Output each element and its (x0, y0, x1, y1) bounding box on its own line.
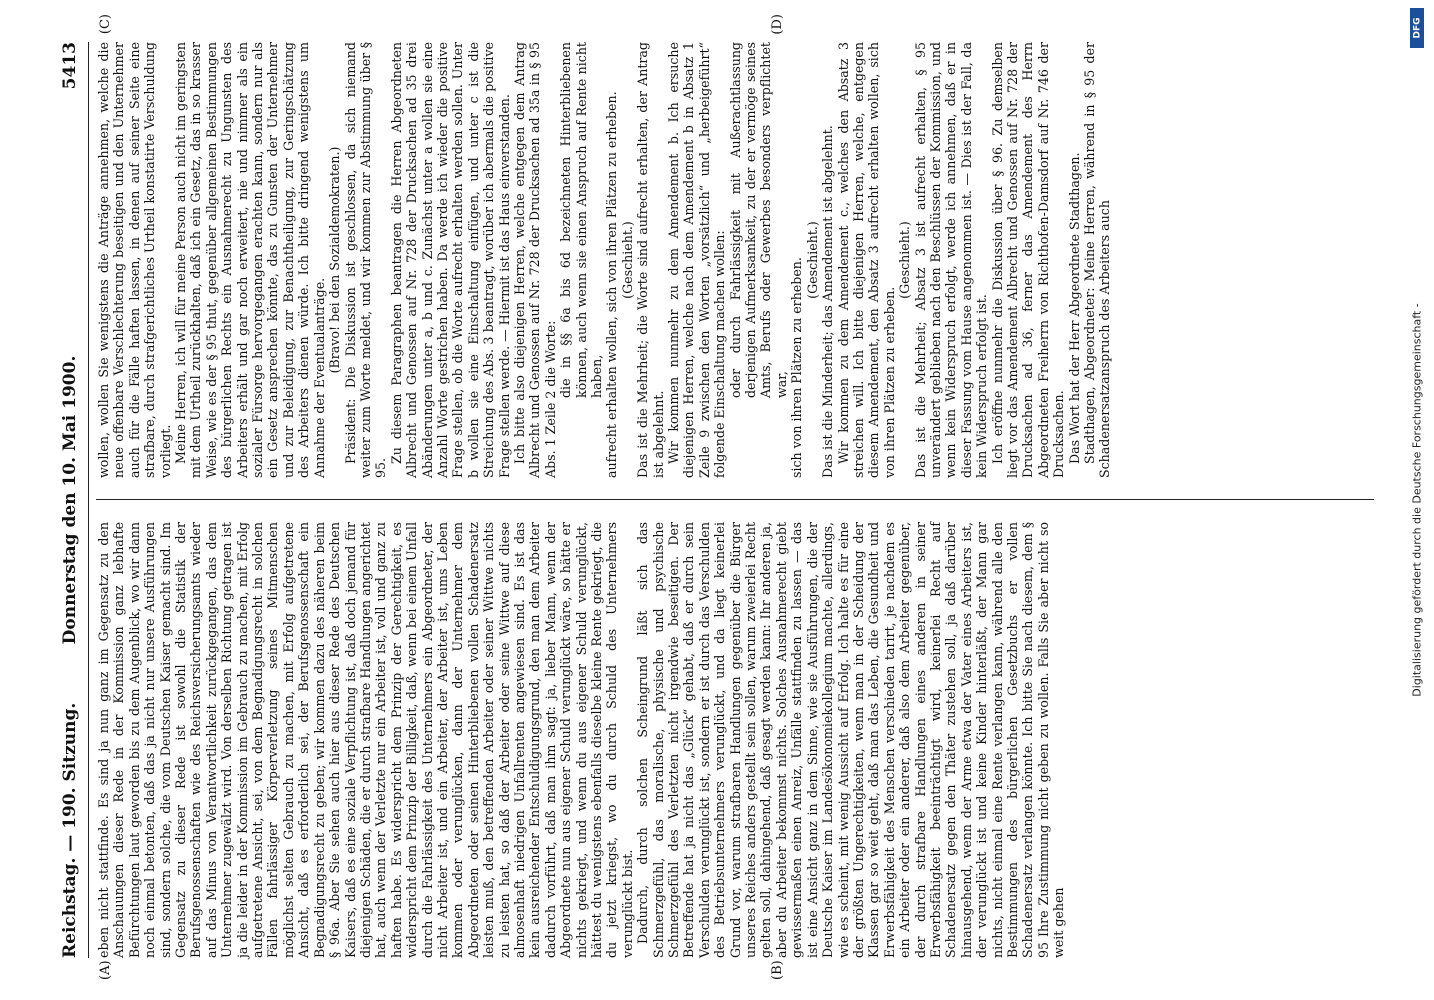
paragraph: (Geschieht.) (897, 221, 913, 299)
paragraph: Präsident: Die Diskussion ist geschlossen, da sich niemand weiter zum Worte meldet, und wir kommen zur Abstimmung über § 95. (342, 42, 389, 478)
column-divider (96, 499, 1374, 500)
paragraph: Ich bitte also diejenigen Herren, welche entgegen dem Antrag Albrecht und Genossen auf Nr. 728 der Drucksachen ad 35a in § 95 Abs. 1 Zeile 2 die Worte: (511, 42, 558, 478)
paragraph: Das ist die Mehrheit; Absatz 3 ist aufrecht erhalten, § 95 unverändert geblieben nach den Beschlüssen der Kommission, und wenn kein Widerspruch erfolgt, werde ich annehmen, daß er in dieser Fassung vom Hause angenommen ist. — Dies ist der Fall, da kein Widerspruch erfolgt ist. (912, 42, 990, 478)
margin-letter-b: (B) (770, 960, 785, 980)
right-column (96, 42, 1374, 478)
paragraph: aufrecht erhalten wollen, sich von ihren Plätzen zu erheben. (604, 91, 620, 478)
dfg-logo: DFG (1410, 8, 1424, 48)
paragraph: Wir kommen nunmehr zu dem Amendement b. Ich ersuche diejenigen Herren, welche nach dem Amendement b in Absatz 1 Zeile 9 zwischen den Worten „vorsätzlich“ und „herbeigeführt“ folgende Einschaltung machen wollen: (666, 42, 728, 478)
header-rule (88, 42, 89, 958)
page-number: 5413 (60, 42, 80, 90)
paragraph: eben nicht stattfinde. Es sind ja nun ganz im Gegensatz zu den Anschauungen dieser Rede in der Kommission ganz lebhafte Befürchtungen laut geworden bis zu dem Augenblick, wo wir dann noch einmal betonten, daß das ja nicht nur unsere Ausführungen sind, sondern solche, die vom Deutschen Kaiser gemacht sind. Im Gegensatz zu dieser Rede ist sowohl die Statistik der Berufsgenossenschaften wie des Reichsversicherungsamts wieder auf das Minus von Verantwortlichkeit zurückgegangen, das dem Unternehmer zugewälzt wird. Von derselben Richtung getragen ist ja die leider in der Kommission im Gebrauch zu machen, mit Erfolg aufgetretene Ansicht, sei, von dem Begnadigungsrecht in solchen Fällen fahrlässiger Körperverletzung seines Mitmenschen möglichst selten Gebrauch zu machen, mit Erfolg aufgetretene Ansicht, daß es erforderlich sei, der Berufsgenossenschaft ein Begnadigungsrecht zu geben; wir kommen dazu des näheren beim § 96a. Aber Sie sehen auch hier aus dieser Rede des Deutschen Kaisers, daß es eine soziale Verpflichtung ist, daß doch jemand für diejenigen Schäden, die er durch strafbare Handlungen angerichtet hat, auch wenn der Verletzte nur ein Arbeiter ist, voll und ganz zu haften habe. Es widerspricht dem Prinzip der Gerechtigkeit, es widerspricht dem Prinzip der Billigkeit, daß, wenn bei einem Unfall durch die Fahrlässigkeit des Unternehmers ein Abgeordneter, der nicht Arbeiter ist, und ein Arbeiter, der Arbeiter ist, ums Leben kommen oder verunglücken, dann der Unternehmer dem Abgeordneten oder seinen Hinterbliebenen vollen Schadenersatz leisten muß, den betreffenden Arbeiter oder seiner Wittwe nichts zu leisten hat, so daß der Arbeiter oder seine Wittwe auf diese almosenhaft niedrigen Unfallrenten angewiesen sind. Es ist das kein ausreichender Entschuldigungsgrund, den man dem Arbeiter dadurch vorführt, daß man ihm sagt: ja, lieber Mann, wenn der Abgeordnete nun aus eigener Schuld verunglückt wäre, so hätte er nichts gekriegt, und wenn du aus eigener Schuld verunglückt, hättest du wenigstens ebenfalls dieselbe kleine Rente gekriegt, die du jetzt kriegst, wo du durch Schuld des Unternehmers verunglückt bist. (96, 522, 635, 958)
left-column (96, 522, 1374, 958)
paragraph: Stadthagen, Abgeordneter: Meine Herren, während in § 95 der Schadenersatzanspruch des Arbeiters auch (1082, 42, 1113, 478)
digitization-credit (1400, 0, 1434, 1000)
paragraph: sich von ihren Plätzen zu erheben. (789, 257, 805, 478)
paragraph: wollen, wollen Sie wenigstens die Anträge annehmen, welche die neue offenbare Verschlechterung beseitigen und den Unternehmer auch für die Fälle haften lassen, in denen auf seiner Seite eine strafbare, durch strafgerichtliches Urtheil konstatirte Verschuldung vorliegt. (96, 42, 173, 478)
paragraph: Ich eröffne nunmehr die Diskussion über § 96. Zu demselben liegt vor das Amendement Albrecht und Genossen auf Nr. 728 der Drucksachen ad 36, ferner das Amendement des Herrn Abgeordneten Freiherrn von Richthofen-Damsdorf auf Nr. 746 der Drucksachen. (989, 42, 1067, 478)
margin-letter-a: (A) (98, 960, 113, 980)
paragraph: Zu diesem Paragraphen beantragen die Herren Abgeordneten Albrecht und Genossen auf Nr. 728 der Drucksachen ad 35 drei Abänderungen unter a, b und c. Zunächst unter a wollen sie eine Anzahl Worte gestrichen haben. Da werde ich wieder die positive Frage stellen, ob die Worte aufrecht erhalten werden sollen. Unter b wollen sie eine Einschaltung einfügen, und unter c ist die Streichung des Abs. 3 beantragt, worüber ich abermals die positive Frage stellen werde. — Hiermit ist das Haus einverstanden. (388, 42, 512, 478)
paragraph: Dadurch, durch solchen Scheingrund läßt sich das Schmerzgefühl, das moralische, physische und psychische Schmerzgefühl des Verletzten nicht irgendwie beseitigen. Der Betreffende hat ja nicht das „Glück“ gehabt, daß er durch sein Verschulden verunglückt ist, sondern er ist durch das Verschulden des Betriebsunternehmers verunglückt, und da liegt keinerlei Grund vor, warum strafbaren Handlungen gegenüber die Bürger unseres Reiches anders gestellt sein sollen, warum zweierlei Recht gelten soll, dahingehend, daß gesagt werden kann: Ihr anderen ja, aber du Arbeiter bekommst nichts. Solches Ausnahmerecht giebt gewissermaßen einen Anreiz, Unfälle stattfinden zu lassen — das ist eine Ansicht ganz in dem Sinne, wie sie Ausführungen, die der Deutsche Kaiser im Landesökonomiekollegium machte, allerdings, wie es scheint, mit wenig Aussicht auf Erfolg. Ich halte es für eine der größten Ungerechtigkeiten, wenn man in der Scheidung der Klassen gar so weit geht, daß man das Leben, die Gesundheit und Erwerbsfähigkeit des Menschen verschieden tarirt, je nachdem es ein Arbeiter oder ein anderer, daß also dem Arbeiter gegenüber, der durch strafbare Handlungen eines anderen in seiner Erwerbsfähigkeit beeinträchtigt wird, keinerlei Recht auf Schadenersatz gegen den Thäter zustehen soll, ja daß darüber hinausgehend, wenn der Arme etwa der Vater eines Arbeiters ist, der verunglückt ist und keine Kinder hinterläßt, der Mann gar nichts, nicht einmal eine Rente verlangen kann, während alle den Bestimmungen des bürgerlichen Gesetzbuchs er vollen Schadenersatz verlangen könnte. Ich bitte Sie nach diesem, dem § 95 Ihre Zustimmung nicht geben zu wollen. Falls Sie aber nicht so weit gehen (635, 522, 1067, 958)
paragraph: Das Wort hat der Herr Abgeordnete Stadthagen. (1066, 152, 1082, 464)
paragraph: Meine Herren, ich will für meine Person auch nicht im geringsten mit dem Urtheil zurückhalten, daß ich ein Gesetz, das in so krasser Weise, wie es der § 95 thut, gegenüber allgemeinen Bestimmungen des bürgerlichen Rechts ein Ausnahmerecht zu Ungunsten des Arbeiters erhält und gar noch erweitert, nie und nimmer als ein sozialer Fürsorge hervorgegangen erachten kann, sondern nur als ein Gesetz ansprechen könnte, das zu Gunsten der Unternehmer und zur Beleidigung, zur Benachtheiligung, zur Geringschätzung des Arbeiters dienen würde. Ich bitte dringend wenigstens um Annahme der Eventualanträge. (173, 42, 327, 478)
paragraph: (Geschieht.) (619, 221, 635, 299)
margin-letter-d: (D) (770, 14, 785, 35)
paragraph: (Bravo! bei den Sozialdemokraten.) (327, 146, 343, 374)
paragraph: Das ist die Minderheit; das Amendement ist abgelehnt. (820, 125, 836, 478)
page-header (60, 42, 82, 958)
header-left: Reichstag. — 190. Sitzung. (60, 702, 80, 958)
paragraph: (Geschieht.) (804, 221, 820, 299)
paragraph: die in §§ 6a bis 6d bezeichneten Hinterbliebenen können, auch wenn sie einen Anspruch auf Rente nicht haben, (558, 42, 604, 398)
header-date: Donnerstag den 10. Mai 1900. (60, 355, 80, 645)
margin-letter-c: (C) (98, 14, 113, 35)
paragraph: Wir kommen zu dem Amendement c., welches den Absatz 3 streichen will. Ich bitte diejenigen Herren, welche, entgegen diesem Amendement, den Absatz 3 aufrecht erhalten wollen, sich von ihren Plätzen zu erheben. (835, 42, 897, 478)
paragraph: Das ist die Mehrheit; die Worte sind aufrecht erhalten, der Antrag ist abgelehnt. (635, 42, 666, 478)
credit-text: Digitalisierung gefördert durch die Deutsche Forschungsgemeinschaft - (1410, 303, 1424, 697)
paragraph: oder durch Fahrlässigkeit mit Außerachtlassung derjenigen Aufmerksamkeit, zu der er vermöge seines Amts, Berufs oder Gewerbes besonders verpflichtet war, (727, 42, 789, 398)
